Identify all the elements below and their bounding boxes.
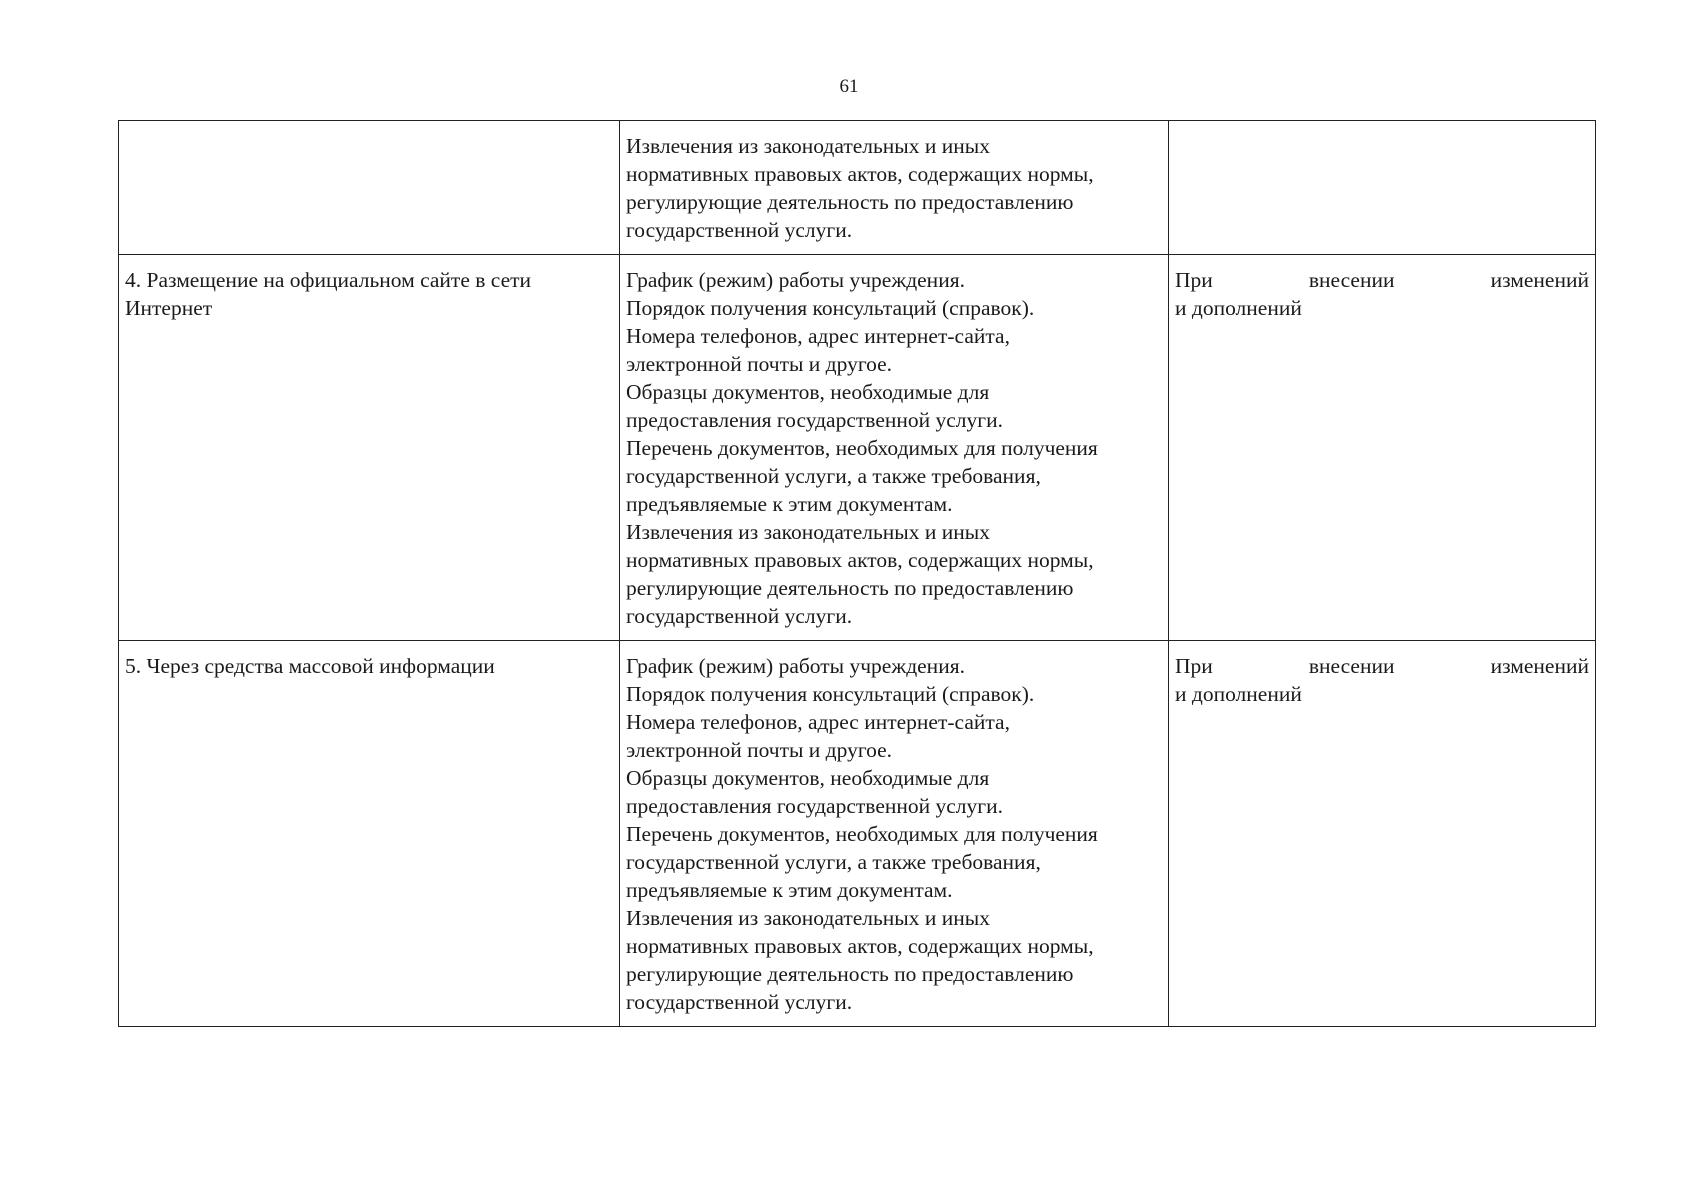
timing-word: внесении bbox=[1308, 268, 1395, 292]
content-line: Перечень документов, необходимых для получения bbox=[626, 436, 1098, 460]
content-cell bbox=[620, 121, 1169, 255]
timing-cell bbox=[1169, 121, 1596, 255]
content-line: регулирующие деятельность по предоставлению bbox=[626, 576, 1074, 600]
timing-word: При bbox=[1175, 268, 1213, 292]
content-line: Образцы документов, необходимые для bbox=[626, 380, 990, 404]
content-line: Номера телефонов, адрес интернет-сайта, bbox=[626, 710, 1010, 734]
content-line: График (режим) работы учреждения. bbox=[626, 268, 965, 292]
content-line: нормативных правовых актов, содержащих нормы, bbox=[626, 548, 1094, 572]
table-row bbox=[119, 641, 1596, 1027]
timing-word: изменений bbox=[1490, 654, 1589, 678]
method-line: 4. Размещение на официальном сайте в сети bbox=[125, 268, 532, 292]
content-line: государственной услуги, а также требования, bbox=[626, 850, 1041, 874]
content-line: предъявляемые к этим документам. bbox=[626, 878, 953, 902]
page-number: 61 bbox=[839, 76, 859, 97]
timing-word: При bbox=[1175, 654, 1213, 678]
timing-word: изменений bbox=[1490, 268, 1589, 292]
timing-cell bbox=[1169, 255, 1596, 641]
content-cell bbox=[620, 641, 1169, 1027]
content-line: Порядок получения консультаций (справок). bbox=[626, 682, 1035, 706]
content-line: График (режим) работы учреждения. bbox=[626, 654, 965, 678]
content-line: электронной почты и другое. bbox=[626, 738, 893, 762]
content-line: нормативных правовых актов, содержащих нормы, bbox=[626, 934, 1094, 958]
information-table bbox=[118, 120, 1596, 1027]
content-line: электронной почты и другое. bbox=[626, 352, 893, 376]
table-row bbox=[119, 121, 1596, 255]
content-cell bbox=[620, 255, 1169, 641]
content-line: Извлечения из законодательных и иных bbox=[626, 520, 990, 544]
content-line: Порядок получения консультаций (справок). bbox=[626, 296, 1035, 320]
content-line: государственной услуги, а также требования, bbox=[626, 464, 1041, 488]
content-line: регулирующие деятельность по предоставлению bbox=[626, 190, 1074, 214]
method-line: 5. Через средства массовой информации bbox=[125, 654, 495, 678]
timing-first-line bbox=[1175, 652, 1589, 680]
content-line: Извлечения из законодательных и иных bbox=[626, 134, 990, 158]
content-line: Перечень документов, необходимых для получения bbox=[626, 822, 1098, 846]
content-line: государственной услуги. bbox=[626, 990, 853, 1014]
content-line: Номера телефонов, адрес интернет-сайта, bbox=[626, 324, 1010, 348]
content-line: Извлечения из законодательных и иных bbox=[626, 906, 990, 930]
table-row bbox=[119, 255, 1596, 641]
timing-cell bbox=[1169, 641, 1596, 1027]
timing-second-line: и дополнений bbox=[1175, 296, 1302, 320]
content-line: государственной услуги. bbox=[626, 604, 853, 628]
timing-first-line bbox=[1175, 266, 1589, 294]
content-line: Образцы документов, необходимые для bbox=[626, 766, 990, 790]
content-line: государственной услуги. bbox=[626, 218, 853, 242]
content-line: регулирующие деятельность по предоставлению bbox=[626, 962, 1074, 986]
content-line: предъявляемые к этим документам. bbox=[626, 492, 953, 516]
content-line: предоставления государственной услуги. bbox=[626, 794, 1003, 818]
method-cell bbox=[119, 255, 620, 641]
method-cell bbox=[119, 641, 620, 1027]
content-line: нормативных правовых актов, содержащих нормы, bbox=[626, 162, 1094, 186]
method-cell bbox=[119, 121, 620, 255]
content-line: предоставления государственной услуги. bbox=[626, 408, 1003, 432]
timing-word: внесении bbox=[1308, 654, 1395, 678]
method-line: Интернет bbox=[125, 296, 213, 320]
timing-second-line: и дополнений bbox=[1175, 682, 1302, 706]
